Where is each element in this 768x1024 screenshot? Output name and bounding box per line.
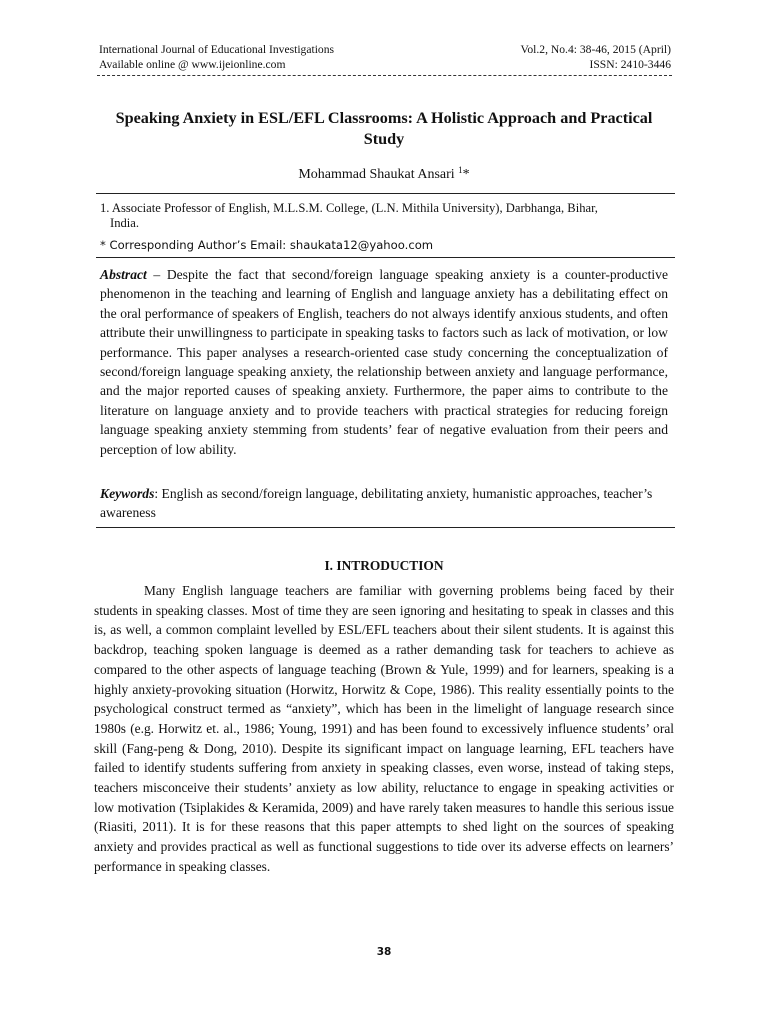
affiliation-line-2: India. [110, 216, 140, 230]
keywords-text: : English as second/foreign language, debilitating anxiety, humanistic approaches, teacher’s awareness [100, 486, 653, 521]
author-name: Mohammad Shaukat Ansari [298, 167, 455, 182]
paper-title: Speaking Anxiety in ESL/EFL Classrooms: A Holistic Approach and Practical Study [115, 109, 653, 148]
abstract-label: Abstract [100, 267, 147, 282]
issn: ISSN: 2410-3446 [589, 57, 671, 71]
introduction-paragraph: Many English language teachers are familiar with governing problems being faced by their students in speaking classes. Most of time they are seen ignoring and hesitating to speak in classes and this is, as well, a common complaint levelled by ESL/EFL teachers about their silent students. It is against this backdrop, teaching spoken language is deemed as a rather demanding task for teachers to achieve as compared to the other aspects of language teaching (Brown & Yule, 1999) and for learners, speaking is a highly anxiety-provoking situation (Horwitz, Horwitz & Cope, 1986). This reality essentially points to the psychological construct termed as “anxiety”, which has been in the limelight of language research since 1980s (e.g. Horwitz et. al., 1986; Young, 1991) and has been found to excessively influence students’ oral skill (Fang-peng & Dong, 2010). Despite its significant impact on language learning, EFL teachers have failed to identify students suffering from anxiety in speaking classes, even worse, instead of taking steps, teachers misconceive their students’ anxiety as low ability, reluctance to engage in speaking activities or low motivation (Tsiplakides & Keramida, 2009) and have rarely taken measures to handle this serious issue (Riasiti, 2011). It is for these reasons that this paper attempts to shed light on the sources of speaking anxiety and provides practical as well as functional suggestions to tide over its adverse effects on learners’ performance in speaking classes. [94, 583, 674, 874]
corresponding-email: * Corresponding Author’s Email: shaukata12@yahoo.com [100, 238, 434, 252]
abstract [100, 265, 668, 459]
affiliation [100, 201, 670, 231]
affiliation-marker: 1 [458, 165, 463, 175]
author-line [100, 166, 668, 184]
abstract-dash: – [146, 267, 167, 282]
section-heading: I. INTRODUCTION [324, 558, 444, 573]
keywords-label: Keywords [100, 486, 155, 501]
running-header [99, 43, 671, 72]
header-divider [97, 75, 672, 76]
abstract-bottom-rule [96, 527, 675, 528]
corresponding-star: * [462, 167, 470, 182]
abstract-top-rule [96, 257, 675, 258]
journal-name: International Journal of Educational Investigations [99, 43, 335, 56]
page-number: 38 [376, 946, 392, 958]
affiliation-line-1: 1. Associate Professor of English, M.L.S.M. College, (L.N. Mithila University), Darbhanga, Bihar, [100, 201, 598, 215]
journal-website: Available online @ www.ijeionline.com [99, 57, 286, 71]
volume-info: Vol.2, No.4: 38-46, 2015 (April) [520, 43, 671, 56]
affiliation-top-rule [96, 193, 675, 194]
abstract-text: Despite the fact that second/foreign language speaking anxiety is a counter-productive phenomenon in the teaching and learning of English and language anxiety has a debilitating effect on the oral performance of speakers of English, teachers do not always identify anxious students, and often attribute their unwillingness to participate in speaking tasks to factors such as lack of motivation, or low performance. This paper analyses a research-oriented case study concerning the conceptualization of second/foreign language speaking anxiety, the relationship between anxiety and language performance, and the major reported causes of speaking anxiety. Furthermore, the paper aims to contribute to the literature on language anxiety and to provide teachers with practical strategies for reducing foreign language speaking anxiety stemming from students’ fear of negative evaluation from their peers and perception of low ability. [100, 267, 669, 457]
keywords [100, 484, 668, 523]
